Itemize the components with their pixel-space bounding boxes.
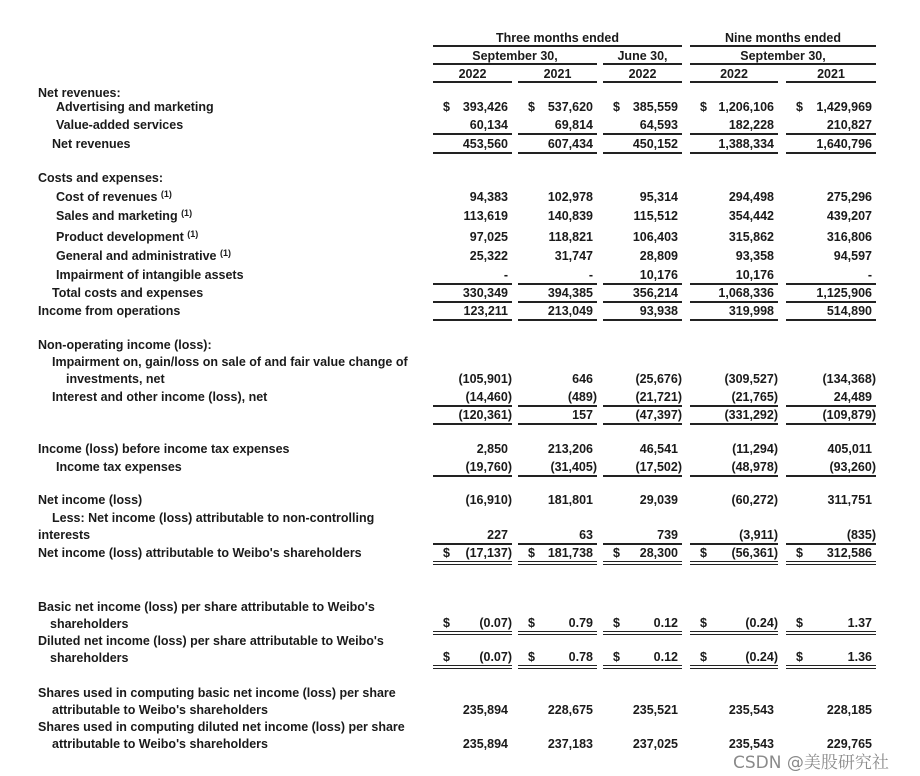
currency-symbol: $ <box>796 650 803 664</box>
watermark: CSDN @美股研究社 <box>733 753 889 773</box>
currency-symbol: $ <box>613 100 620 114</box>
value-cell <box>518 492 597 508</box>
value-cell <box>518 136 597 154</box>
value-cell <box>433 615 512 635</box>
value-text: 10,176 <box>639 268 678 282</box>
value-text: (835) <box>846 528 876 542</box>
row-label: Non-operating income (loss): <box>38 338 212 352</box>
value-cell <box>690 99 778 115</box>
value-cell <box>690 441 778 457</box>
value-cell <box>690 615 778 635</box>
value-cell <box>786 136 876 154</box>
value-text: (19,760) <box>465 460 512 474</box>
value-text: 235,543 <box>728 703 774 717</box>
value-text: 181,801 <box>547 493 593 507</box>
header-three-months: Three months ended <box>496 31 619 45</box>
header-rule <box>603 81 682 83</box>
currency-symbol: $ <box>528 616 535 630</box>
value-cell <box>690 208 778 224</box>
row-label: Advertising and marketing <box>56 100 214 114</box>
currency-symbol: $ <box>613 546 620 560</box>
value-text: (0.24) <box>745 616 778 630</box>
row-label: Impairment of intangible assets <box>56 268 244 282</box>
value-cell <box>603 285 682 303</box>
value-cell <box>786 303 876 321</box>
value-text: (3,911) <box>739 528 778 542</box>
value-text: 213,049 <box>547 304 593 318</box>
row-label-continued: interests <box>38 528 91 542</box>
value-cell <box>786 117 876 135</box>
currency-symbol: $ <box>613 650 620 664</box>
value-cell <box>603 303 682 321</box>
value-text: (109,879) <box>822 408 876 422</box>
footnote-marker: (1) <box>219 248 231 258</box>
value-text: (16,910) <box>465 493 512 507</box>
value-cell <box>433 702 512 718</box>
value-cell <box>690 285 778 303</box>
currency-symbol: $ <box>443 546 450 560</box>
value-cell <box>690 189 778 205</box>
row-label <box>56 229 198 245</box>
value-text: 514,890 <box>826 304 872 318</box>
value-text: 29,039 <box>639 493 678 507</box>
row-label <box>56 189 172 205</box>
value-text: 235,894 <box>462 737 508 751</box>
value-text: (21,765) <box>731 390 778 404</box>
value-cell <box>518 389 597 407</box>
value-text: 69,814 <box>554 118 593 132</box>
row-label: Less: Net income (loss) attributable to non-controlling <box>52 511 375 525</box>
value-text: 28,809 <box>639 249 678 263</box>
currency-symbol: $ <box>528 546 535 560</box>
value-text: 1,429,969 <box>816 100 872 114</box>
row-label-continued: shareholders <box>50 617 129 631</box>
value-cell <box>603 136 682 154</box>
value-cell <box>518 303 597 321</box>
value-text: 394,385 <box>547 286 593 300</box>
value-text: 439,207 <box>826 209 872 223</box>
value-text: 93,358 <box>735 249 774 263</box>
value-text: 1,206,106 <box>718 100 774 114</box>
value-text: (11,294) <box>732 442 778 456</box>
row-label-text: General and administrative <box>56 249 217 263</box>
value-cell <box>786 441 876 457</box>
value-text: 237,183 <box>547 737 593 751</box>
value-cell <box>518 229 597 245</box>
value-text: 1.36 <box>847 650 872 664</box>
value-text: 227 <box>487 528 508 542</box>
value-cell <box>690 649 778 669</box>
value-cell <box>786 459 876 477</box>
value-cell <box>603 492 682 508</box>
value-text: (105,901) <box>458 372 512 386</box>
value-cell <box>518 736 597 752</box>
value-text: 1,640,796 <box>816 137 872 151</box>
value-text: 316,806 <box>826 230 872 244</box>
value-text: 157 <box>572 408 593 422</box>
currency-symbol: $ <box>700 616 707 630</box>
value-cell <box>603 615 682 635</box>
value-cell <box>786 248 876 264</box>
value-text: (17,502) <box>635 460 682 474</box>
value-cell <box>690 459 778 477</box>
value-cell <box>518 527 597 545</box>
value-text: (0.07) <box>479 616 512 630</box>
value-text: 94,383 <box>469 190 508 204</box>
value-text: 453,560 <box>462 137 508 151</box>
value-cell <box>690 267 778 285</box>
value-cell <box>603 99 682 115</box>
value-text: 405,011 <box>827 442 872 456</box>
value-text: 140,839 <box>547 209 593 223</box>
value-text: 330,349 <box>462 286 508 300</box>
row-label: Net revenues <box>52 137 131 151</box>
header-rule <box>433 63 597 65</box>
value-text: 312,586 <box>826 546 872 560</box>
value-cell <box>786 492 876 508</box>
value-text: (17,137) <box>465 546 512 560</box>
currency-symbol: $ <box>700 650 707 664</box>
value-text: 0.78 <box>568 650 593 664</box>
value-text: 228,185 <box>826 703 872 717</box>
value-cell <box>603 208 682 224</box>
header-year: 2021 <box>817 67 845 81</box>
header-nine-months: Nine months ended <box>725 31 841 45</box>
currency-symbol: $ <box>796 616 803 630</box>
value-text: (60,272) <box>731 493 778 507</box>
value-text: - <box>503 268 508 282</box>
row-label: Diluted net income (loss) per share attributable to Weibo's <box>38 634 384 648</box>
header-rule <box>690 63 876 65</box>
value-cell <box>518 248 597 264</box>
row-label-text: Product development <box>56 230 184 244</box>
row-label: Income tax expenses <box>56 460 182 474</box>
value-text: 181,738 <box>547 546 593 560</box>
value-text: 393,426 <box>462 100 508 114</box>
value-cell <box>786 267 876 285</box>
header-rule <box>433 45 682 47</box>
row-label: Net income (loss) <box>38 493 143 507</box>
value-cell <box>518 208 597 224</box>
value-text: 1.37 <box>847 616 872 630</box>
value-text: - <box>588 268 593 282</box>
value-cell <box>603 527 682 545</box>
value-text: 0.12 <box>653 616 678 630</box>
value-cell <box>518 441 597 457</box>
value-cell <box>603 371 682 387</box>
value-cell <box>433 136 512 154</box>
value-text: 1,068,336 <box>718 286 774 300</box>
value-text: (25,676) <box>635 372 682 386</box>
value-text: 319,998 <box>728 304 774 318</box>
footnote-marker: (1) <box>181 208 193 218</box>
value-text: 213,206 <box>547 442 593 456</box>
value-cell <box>786 189 876 205</box>
value-cell <box>433 441 512 457</box>
value-cell <box>690 492 778 508</box>
value-cell <box>690 702 778 718</box>
value-text: (31,405) <box>550 460 597 474</box>
value-text: 294,498 <box>728 190 774 204</box>
value-text: 93,938 <box>639 304 678 318</box>
row-label: Value-added services <box>56 118 184 132</box>
value-cell <box>433 303 512 321</box>
value-text: 10,176 <box>735 268 774 282</box>
value-text: 1,125,906 <box>816 286 872 300</box>
value-cell <box>786 702 876 718</box>
currency-symbol: $ <box>700 546 707 560</box>
value-cell <box>690 545 778 565</box>
value-cell <box>603 736 682 752</box>
value-text: 123,211 <box>463 304 508 318</box>
value-text: 315,862 <box>728 230 774 244</box>
value-cell <box>603 702 682 718</box>
row-label-continued: attributable to Weibo's shareholders <box>52 703 268 717</box>
value-cell <box>690 136 778 154</box>
value-cell <box>690 248 778 264</box>
value-cell <box>433 248 512 264</box>
footnote-marker: (1) <box>160 189 172 199</box>
value-text: 63 <box>579 528 593 542</box>
value-text: 450,152 <box>632 137 678 151</box>
value-cell <box>433 267 512 285</box>
value-cell <box>433 389 512 407</box>
row-label: Shares used in computing basic net income (loss) per share <box>38 686 396 700</box>
value-text: (134,368) <box>822 372 876 386</box>
value-cell <box>433 407 512 425</box>
value-cell <box>690 371 778 387</box>
value-text: 113,619 <box>463 209 508 223</box>
value-cell <box>518 545 597 565</box>
value-cell <box>690 303 778 321</box>
value-text: 235,543 <box>728 737 774 751</box>
value-cell <box>786 285 876 303</box>
value-cell <box>786 545 876 565</box>
value-text: (120,361) <box>458 408 512 422</box>
value-text: (14,460) <box>465 390 512 404</box>
value-cell <box>518 407 597 425</box>
value-cell <box>433 492 512 508</box>
value-cell <box>786 99 876 115</box>
value-text: 739 <box>657 528 678 542</box>
header-year: 2022 <box>628 67 657 81</box>
value-cell <box>518 189 597 205</box>
currency-symbol: $ <box>796 100 803 114</box>
value-text: 607,434 <box>547 137 593 151</box>
header-rule <box>433 81 512 83</box>
value-text: (56,361) <box>731 546 778 560</box>
value-cell <box>690 527 778 545</box>
currency-symbol: $ <box>443 616 450 630</box>
value-text: 97,025 <box>469 230 508 244</box>
value-cell <box>786 649 876 669</box>
row-label-continued: attributable to Weibo's shareholders <box>52 737 268 751</box>
value-text: (0.07) <box>479 650 512 664</box>
value-text: 356,214 <box>632 286 678 300</box>
header-rule <box>690 81 778 83</box>
header-sep30-nine: September 30, <box>740 49 826 63</box>
value-cell <box>603 407 682 425</box>
value-cell <box>690 117 778 135</box>
value-cell <box>433 371 512 387</box>
currency-symbol: $ <box>528 650 535 664</box>
value-cell <box>518 267 597 285</box>
value-cell <box>786 229 876 245</box>
value-text: 1,388,334 <box>718 137 774 151</box>
value-text: 235,894 <box>462 703 508 717</box>
row-label-continued: shareholders <box>50 651 129 665</box>
row-label: Interest and other income (loss), net <box>52 390 268 404</box>
value-text: 28,300 <box>639 546 678 560</box>
value-cell <box>786 371 876 387</box>
value-text: 537,620 <box>547 100 593 114</box>
value-cell <box>603 229 682 245</box>
header-rule <box>603 63 682 65</box>
value-text: 229,765 <box>826 737 872 751</box>
value-text: (21,721) <box>635 390 682 404</box>
row-label-text: Sales and marketing <box>56 209 178 223</box>
value-cell <box>603 649 682 669</box>
value-text: (489) <box>567 390 597 404</box>
value-cell <box>433 189 512 205</box>
value-cell <box>518 615 597 635</box>
value-text: 2,850 <box>476 442 508 456</box>
value-text: (47,397) <box>635 408 682 422</box>
value-cell <box>518 285 597 303</box>
value-cell <box>690 407 778 425</box>
value-cell <box>603 545 682 565</box>
value-cell <box>518 649 597 669</box>
row-label <box>56 248 231 264</box>
value-cell <box>690 229 778 245</box>
value-cell <box>433 527 512 545</box>
row-label: Income from operations <box>38 304 181 318</box>
header-sep30-three: September 30, <box>472 49 558 63</box>
value-text: 115,512 <box>633 209 678 223</box>
value-cell <box>786 208 876 224</box>
value-text: (331,292) <box>724 408 778 422</box>
value-text: 354,442 <box>728 209 774 223</box>
row-label-text: Cost of revenues <box>56 190 158 204</box>
value-cell <box>786 615 876 635</box>
value-text: 25,322 <box>469 249 508 263</box>
currency-symbol: $ <box>700 100 707 114</box>
row-label: Income (loss) before income tax expenses <box>38 442 290 456</box>
value-text: 228,675 <box>547 703 593 717</box>
row-label: Basic net income (loss) per share attributable to Weibo's <box>38 600 375 614</box>
value-cell <box>433 208 512 224</box>
value-cell <box>433 736 512 752</box>
value-cell <box>603 441 682 457</box>
value-cell <box>433 117 512 135</box>
value-text: 0.12 <box>653 650 678 664</box>
value-text: 64,593 <box>639 118 678 132</box>
value-text: 95,314 <box>639 190 678 204</box>
value-cell <box>433 545 512 565</box>
value-text: 118,821 <box>548 230 593 244</box>
value-cell <box>433 649 512 669</box>
currency-symbol: $ <box>613 616 620 630</box>
value-text: 24,489 <box>833 390 872 404</box>
value-text: 102,978 <box>547 190 593 204</box>
value-text: - <box>867 268 872 282</box>
currency-symbol: $ <box>796 546 803 560</box>
header-year: 2021 <box>543 67 572 81</box>
value-text: 60,134 <box>469 118 508 132</box>
value-cell <box>518 702 597 718</box>
value-cell <box>603 117 682 135</box>
value-text: 646 <box>572 372 593 386</box>
currency-symbol: $ <box>443 650 450 664</box>
value-text: (48,978) <box>731 460 778 474</box>
value-text: 0.79 <box>568 616 593 630</box>
row-label: Costs and expenses: <box>38 171 164 185</box>
value-text: 31,747 <box>554 249 593 263</box>
value-text: 311,751 <box>827 493 872 507</box>
currency-symbol: $ <box>443 100 450 114</box>
value-text: 46,541 <box>639 442 678 456</box>
value-cell <box>518 371 597 387</box>
row-label-continued: investments, net <box>66 372 165 386</box>
header-rule <box>518 81 597 83</box>
row-label <box>56 208 192 224</box>
header-year: 2022 <box>720 67 748 81</box>
value-cell <box>433 99 512 115</box>
header-year: 2022 <box>458 67 487 81</box>
value-cell <box>433 285 512 303</box>
row-label: Total costs and expenses <box>52 286 204 300</box>
value-cell <box>786 389 876 407</box>
row-label: Net income (loss) attributable to Weibo's shareholders <box>38 546 362 560</box>
header-jun30: June 30, <box>617 49 668 63</box>
value-text: (0.24) <box>745 650 778 664</box>
row-label: Shares used in computing diluted net income (loss) per share <box>38 720 405 734</box>
row-label: Net revenues: <box>38 86 121 100</box>
value-cell <box>433 459 512 477</box>
value-text: 235,521 <box>632 703 678 717</box>
value-text: 237,025 <box>632 737 678 751</box>
footnote-marker: (1) <box>187 229 199 239</box>
value-cell <box>518 99 597 115</box>
value-text: (309,527) <box>724 372 778 386</box>
value-cell <box>518 459 597 477</box>
value-cell <box>603 459 682 477</box>
value-text: 106,403 <box>632 230 678 244</box>
value-cell <box>433 229 512 245</box>
value-cell <box>603 248 682 264</box>
currency-symbol: $ <box>528 100 535 114</box>
row-label: Impairment on, gain/loss on sale of and fair value change of <box>52 355 408 369</box>
value-cell <box>690 389 778 407</box>
value-cell <box>603 267 682 285</box>
value-text: 385,559 <box>632 100 678 114</box>
value-text: 275,296 <box>826 190 872 204</box>
value-cell <box>603 189 682 205</box>
value-text: 210,827 <box>826 118 872 132</box>
value-text: 94,597 <box>833 249 872 263</box>
value-cell <box>603 389 682 407</box>
value-text: 182,228 <box>728 118 774 132</box>
value-cell <box>786 407 876 425</box>
value-text: (93,260) <box>829 460 876 474</box>
header-rule <box>786 81 876 83</box>
header-rule <box>690 45 876 47</box>
value-cell <box>518 117 597 135</box>
value-cell <box>786 527 876 545</box>
